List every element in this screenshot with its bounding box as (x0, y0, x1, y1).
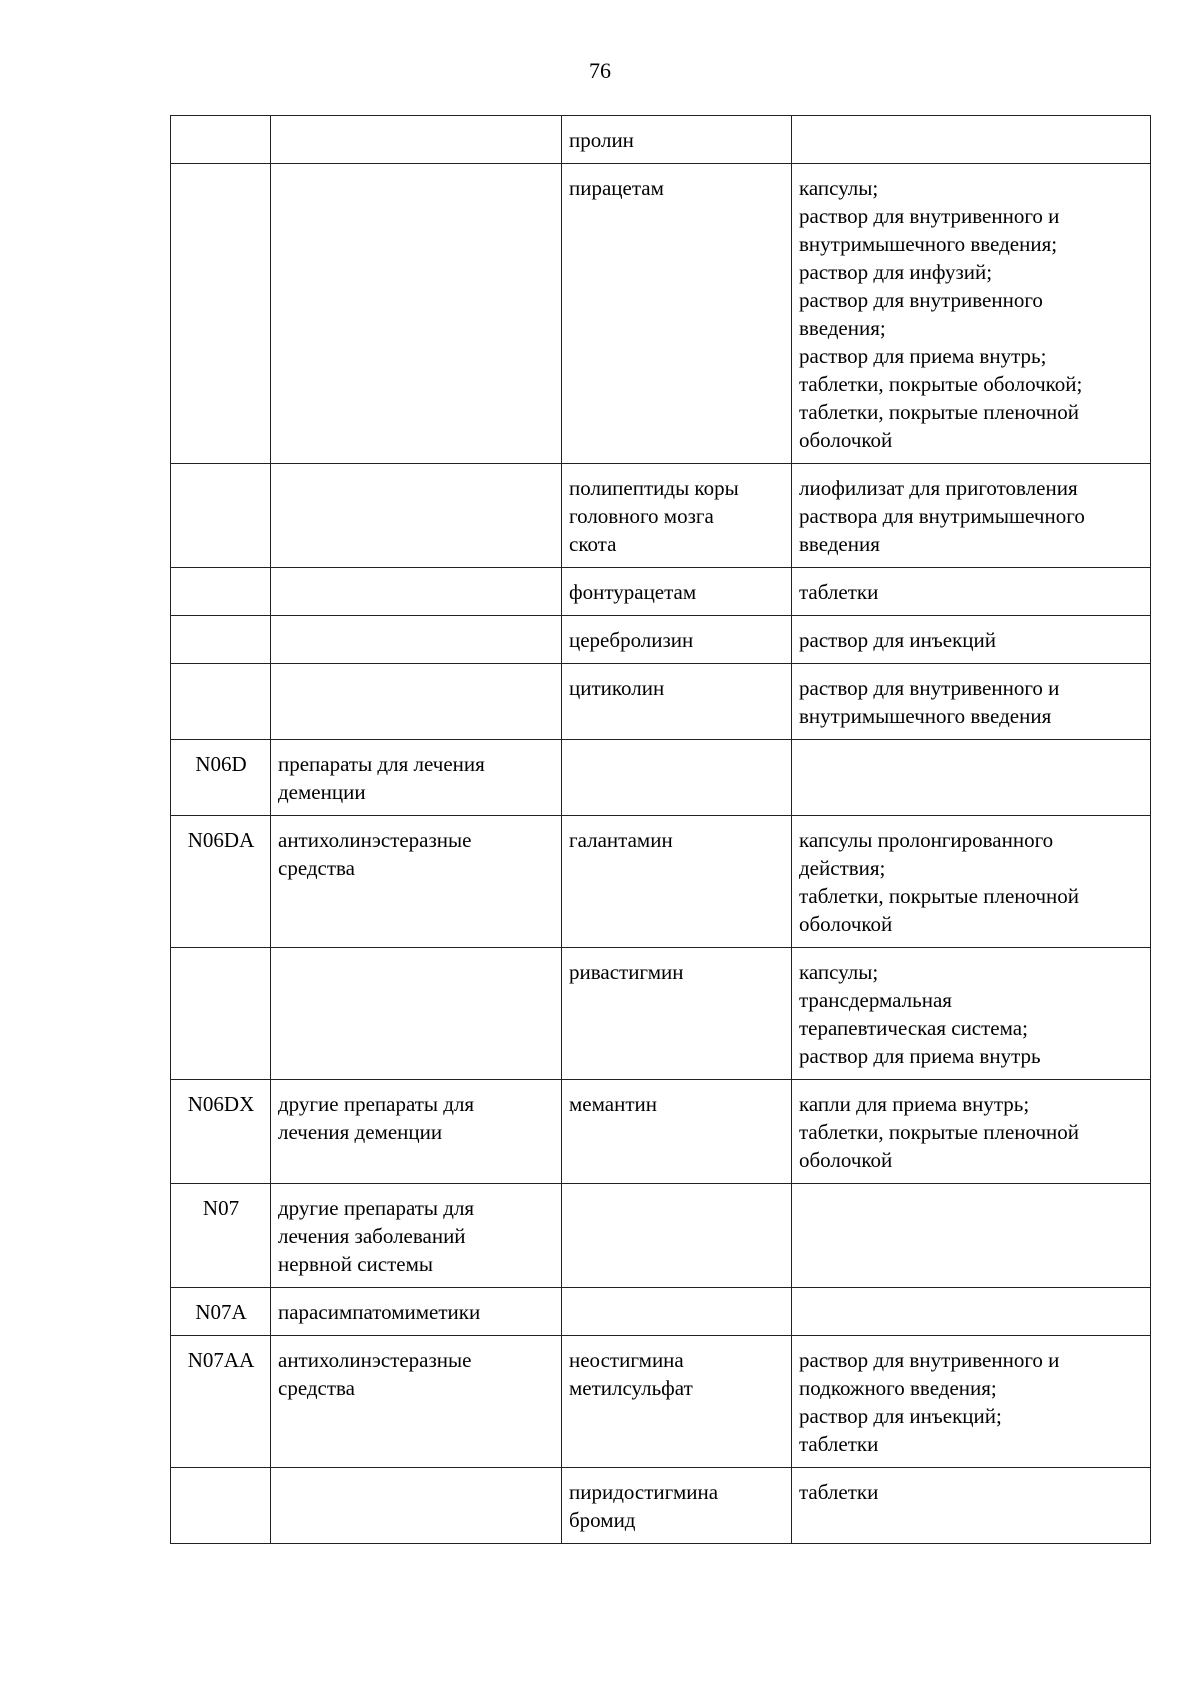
group-name-cell (271, 740, 562, 816)
atc-code-cell (171, 740, 271, 816)
cell-text-line: другие препараты для (278, 1196, 475, 1220)
cell-text-line: капли для приема внутрь; (799, 1092, 1030, 1116)
atc-code-cell (171, 1468, 271, 1544)
group-name-cell (271, 1468, 562, 1544)
cell-text-line: лечения заболеваний (278, 1224, 466, 1248)
group-name-cell (271, 1080, 562, 1184)
dosage-forms-cell (792, 116, 1151, 164)
cell-text-line: пролин (569, 128, 634, 152)
cell-text-line: препараты для лечения (278, 752, 485, 776)
cell-text-line: пирацетам (569, 176, 664, 200)
dosage-forms-cell (792, 1468, 1151, 1544)
table-row (171, 568, 1151, 616)
cell-text-line: бромид (569, 1508, 636, 1532)
atc-code-cell (171, 568, 271, 616)
group-name-cell (271, 616, 562, 664)
cell-text-line: раствор для приема внутрь (799, 1044, 1041, 1068)
table-body (171, 116, 1151, 1544)
cell-text-line: внутримышечного введения; (799, 232, 1058, 256)
dosage-forms-cell (792, 1288, 1151, 1336)
cell-text-line: лиофилизат для приготовления (799, 476, 1078, 500)
cell-text-line: терапевтическая система; (799, 1016, 1028, 1040)
drug-name-cell (562, 1184, 792, 1288)
cell-text-line: таблетки, покрытые пленочной (799, 400, 1080, 424)
group-name-cell (271, 1288, 562, 1336)
group-name-cell (271, 948, 562, 1080)
cell-text-line: введения (799, 532, 880, 556)
cell-text-line: капсулы; (799, 960, 879, 984)
dosage-forms-cell (792, 948, 1151, 1080)
cell-text-line: нервной системы (278, 1252, 433, 1276)
cell-text-line: таблетки (799, 1432, 879, 1456)
drug-name-cell (562, 1336, 792, 1468)
cell-text: N06D (195, 752, 247, 776)
table-row (171, 948, 1151, 1080)
cell-text-line: антихолинэстеразные (278, 1348, 472, 1372)
cell-text-line: раствор для внутривенного и (799, 676, 1060, 700)
cell-text-line: таблетки (799, 1480, 879, 1504)
cell-text-line: раствор для внутривенного (799, 288, 1043, 312)
group-name-cell (271, 1184, 562, 1288)
group-name-cell (271, 664, 562, 740)
cell-text: N06DA (187, 828, 255, 852)
atc-code-cell (171, 164, 271, 464)
cell-text-line: капсулы пролонгированного (799, 828, 1054, 852)
cell-text-line: церебролизин (569, 628, 694, 652)
cell-text-line: оболочкой (799, 428, 893, 452)
cell-text-line: оболочкой (799, 912, 893, 936)
atc-code-cell (171, 664, 271, 740)
atc-code-cell (171, 1080, 271, 1184)
cell-text-line: головного мозга (569, 504, 714, 528)
cell-text: N07A (195, 1300, 247, 1324)
cell-text-line: таблетки, покрытые пленочной (799, 884, 1080, 908)
table-row (171, 1288, 1151, 1336)
cell-text-line: раствор для инъекций; (799, 1404, 1002, 1428)
dosage-forms-cell (792, 164, 1151, 464)
cell-text-line: действия; (799, 856, 886, 880)
atc-code-cell (171, 1288, 271, 1336)
group-name-cell (271, 568, 562, 616)
table-row (171, 164, 1151, 464)
drug-name-cell (562, 568, 792, 616)
drug-name-cell (562, 1080, 792, 1184)
cell-text-line: фонтурацетам (569, 580, 697, 604)
cell-text-line: введения; (799, 316, 886, 340)
cell-text-line: таблетки, покрытые оболочкой; (799, 372, 1083, 396)
cell-text-line: полипептиды коры (569, 476, 739, 500)
atc-code-cell (171, 1184, 271, 1288)
atc-code-cell (171, 816, 271, 948)
cell-text: N06DX (187, 1092, 255, 1116)
cell-text-line: мемантин (569, 1092, 657, 1116)
atc-code-cell (171, 1336, 271, 1468)
cell-text-line: таблетки, покрытые пленочной (799, 1120, 1080, 1144)
drug-table (170, 115, 1151, 1544)
cell-text-line: деменции (278, 780, 366, 804)
cell-text-line: внутримышечного введения (799, 704, 1052, 728)
dosage-forms-cell (792, 568, 1151, 616)
cell-text-line: раствор для внутривенного и (799, 1348, 1060, 1372)
drug-name-cell (562, 1468, 792, 1544)
cell-text-line: другие препараты для (278, 1092, 475, 1116)
table-row (171, 1468, 1151, 1544)
cell-text-line: пиридостигмина (569, 1480, 719, 1504)
cell-text-line: оболочкой (799, 1148, 893, 1172)
cell-text-line: цитиколин (569, 676, 665, 700)
cell-text-line: лечения деменции (278, 1120, 443, 1144)
cell-text-line: раствор для инъекций (799, 628, 996, 652)
atc-code-cell (171, 948, 271, 1080)
drug-name-cell (562, 816, 792, 948)
group-name-cell (271, 116, 562, 164)
dosage-forms-cell (792, 664, 1151, 740)
group-name-cell (271, 1336, 562, 1468)
table-row (171, 1080, 1151, 1184)
dosage-forms-cell (792, 616, 1151, 664)
page-number: 76 (589, 58, 611, 83)
cell-text-line: подкожного введения; (799, 1376, 997, 1400)
table-row (171, 116, 1151, 164)
dosage-forms-cell (792, 1184, 1151, 1288)
cell-text-line: средства (278, 1376, 356, 1400)
atc-code-cell (171, 464, 271, 568)
cell-text-line: раствора для внутримышечного (799, 504, 1085, 528)
drug-name-cell (562, 948, 792, 1080)
cell-text-line: средства (278, 856, 356, 880)
dosage-forms-cell (792, 740, 1151, 816)
cell-text-line: ривастигмин (569, 960, 684, 984)
cell-text-line: таблетки (799, 580, 879, 604)
cell-text-line: парасимпатомиметики (278, 1300, 481, 1324)
drug-name-cell (562, 664, 792, 740)
table-row (171, 664, 1151, 740)
drug-name-cell (562, 164, 792, 464)
cell-text-line: антихолинэстеразные (278, 828, 472, 852)
drug-name-cell (562, 464, 792, 568)
group-name-cell (271, 816, 562, 948)
group-name-cell (271, 464, 562, 568)
cell-text-line: трансдермальная (799, 988, 952, 1012)
cell-text: N07 (202, 1196, 240, 1220)
cell-text-line: раствор для приема внутрь; (799, 344, 1047, 368)
table-row (171, 1184, 1151, 1288)
cell-text: N07AA (187, 1348, 255, 1372)
table-row (171, 816, 1151, 948)
dosage-forms-cell (792, 816, 1151, 948)
table-row (171, 740, 1151, 816)
drug-name-cell (562, 740, 792, 816)
cell-text-line: раствор для инфузий; (799, 260, 993, 284)
drug-name-cell (562, 116, 792, 164)
cell-text-line: неостигмина (569, 1348, 684, 1372)
cell-text-line: галантамин (569, 828, 673, 852)
cell-text-line: капсулы; (799, 176, 879, 200)
cell-text-line: метилсульфат (569, 1376, 693, 1400)
group-name-cell (271, 164, 562, 464)
atc-code-cell (171, 116, 271, 164)
table-row (171, 1336, 1151, 1468)
drug-name-cell (562, 616, 792, 664)
atc-code-cell (171, 616, 271, 664)
dosage-forms-cell (792, 1080, 1151, 1184)
cell-text-line: скота (569, 532, 617, 556)
table-row (171, 464, 1151, 568)
cell-text-line: раствор для внутривенного и (799, 204, 1060, 228)
table-row (171, 616, 1151, 664)
dosage-forms-cell (792, 1336, 1151, 1468)
drug-name-cell (562, 1288, 792, 1336)
dosage-forms-cell (792, 464, 1151, 568)
